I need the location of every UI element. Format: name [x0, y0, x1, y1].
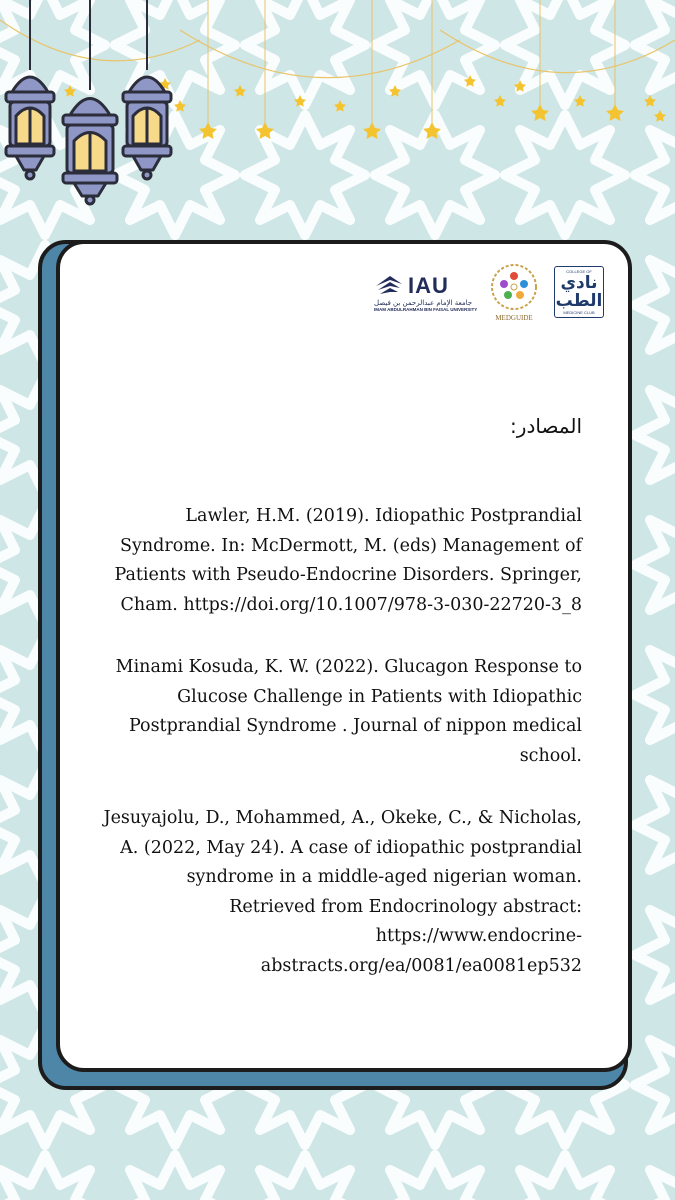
iau-logo [374, 272, 478, 312]
ramadan-decoration [0, 0, 675, 220]
sources-heading: المصادر: [510, 414, 582, 438]
club-line-1: نادي [560, 273, 598, 293]
references-list [96, 502, 582, 1014]
lantern-icon [123, 0, 171, 179]
club-line-2: الطب [555, 291, 603, 311]
iau-emblem-icon [374, 274, 404, 298]
club-top-label: COLLEGE OF [566, 269, 592, 274]
medguide-label: MEDGUIDE [495, 314, 533, 322]
lantern-icon [63, 0, 117, 204]
medguide-logo [484, 262, 544, 322]
club-bottom-label: MEDICINE CLUB [563, 310, 595, 315]
reference-item: Jesuyajolu, D., Mohammed, A., Okeke, C., & Nicholas, A. (2022, May 24). A case of idiopathic postprandial syndrome in a middle-aged nigerian woman. Retrieved from Endocrinology abstract: https://www.endocrine-abstracts.org/ea/0081/ea0081ep532 [103, 808, 582, 976]
string-lights [0, 20, 675, 78]
reference-item: Lawler, H.M. (2019). Idiopathic Postprandial Syndrome. In: McDermott, M. (eds) Management of Patients with Pseudo-Endocrine Disorders. Springer, Cham. https://doi.org/10.1007/978-3-030-22720-3_8 [114, 506, 582, 615]
medicine-club-logo [554, 266, 604, 318]
lantern-icon [6, 0, 54, 179]
reference-item: Minami Kosuda, K. W. (2022). Glucagon Response to Glucose Challenge in Patients with Idiopathic Postprandial Syndrome . Journal of nippon medical school. [115, 657, 582, 766]
iau-mark: IAU [408, 272, 449, 298]
medguide-emblem-icon [489, 262, 539, 312]
reference-card [56, 240, 632, 1072]
hanging-star-strings [208, 0, 615, 128]
logo-row [374, 262, 604, 322]
iau-english-name: IMAM ABDULRAHMAN BIN FAISAL UNIVERSITY [374, 306, 478, 312]
iau-arabic-name: جامعة الإمام عبدالرحمن بن فيصل [374, 298, 473, 307]
